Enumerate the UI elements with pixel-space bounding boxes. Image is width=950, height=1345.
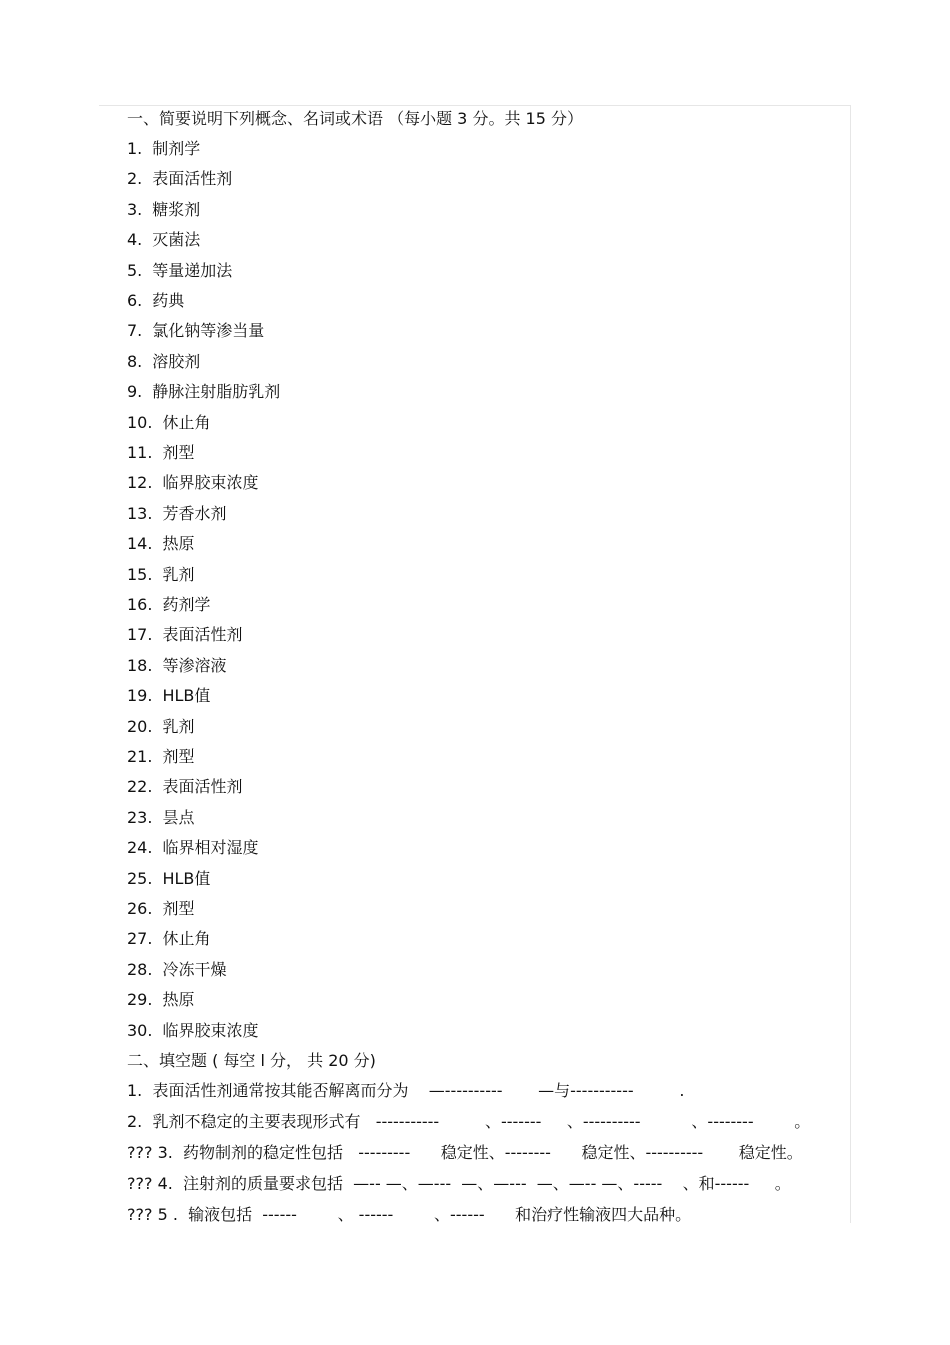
item-term: 静脉注射脂肪乳剂 (152, 382, 281, 402)
term-list-item (127, 928, 210, 950)
item-number: 11. (127, 443, 153, 462)
term-list-item (127, 624, 242, 646)
section-2-heading: 二、填空题 ( 每空 l 分， 共 20 分) (127, 1051, 376, 1070)
item-term: 乳剂 (162, 564, 195, 584)
term-list-item (127, 868, 210, 890)
term-list-item (127, 168, 232, 190)
item-term: 灭菌法 (152, 230, 201, 250)
item-number: 23. (127, 807, 153, 827)
item-term: 乳剂 (162, 716, 195, 736)
item-number: 18. (127, 655, 153, 675)
item-term: 临界相对湿度 (162, 838, 259, 858)
item-term: 表面活性剂 (162, 777, 243, 797)
item-number: 14. (127, 534, 153, 554)
item-number: 29. (127, 990, 153, 1010)
item-number: 27. (127, 929, 153, 949)
item-term: HLB值 (162, 868, 211, 888)
section-1-heading: 一、简要说明下列概念、名词或术语 （每小题 3 分。共 15 分） (127, 109, 583, 128)
item-term: 临界胶束浓度 (162, 473, 259, 493)
term-list-item (127, 716, 194, 738)
item-term: 等渗溶液 (162, 655, 227, 675)
item-number: 25. (127, 868, 153, 888)
term-list-item (127, 199, 200, 221)
item-number: 15. (127, 564, 153, 584)
item-number: 21. (127, 747, 153, 766)
item-term: 临界胶束浓度 (162, 1020, 259, 1040)
item-number: 10. (127, 412, 153, 432)
term-list-item (127, 351, 200, 373)
term-list-item (127, 959, 226, 981)
item-term: 药典 (152, 291, 185, 310)
item-term: 等量递加法 (152, 260, 233, 280)
item-term: 氯化钠等渗当量 (152, 321, 265, 341)
term-list-item (127, 837, 258, 859)
item-number: 24. (127, 838, 153, 858)
term-list-item (127, 807, 194, 829)
item-term: 剂型 (162, 747, 195, 766)
item-term: 冷冻干燥 (162, 959, 227, 979)
item-term: 昙点 (162, 807, 195, 827)
fill-blank-question: ??? 5 . 输液包括 ------ 、 ------ 、------ 和治疗性输液四大品种。 (127, 1205, 692, 1224)
item-number: 9. (127, 382, 143, 402)
term-list-item (127, 138, 200, 160)
term-list-item (127, 229, 200, 251)
item-number: 2. (127, 169, 143, 189)
item-number: 22. (127, 777, 153, 797)
item-number: 6. (127, 291, 143, 310)
item-term: 芳香水剂 (162, 503, 227, 523)
item-number: 13. (127, 503, 153, 523)
term-list-item (127, 989, 194, 1011)
item-number: 28. (127, 959, 153, 979)
item-number: 17. (127, 625, 153, 645)
item-term: 剂型 (162, 443, 195, 462)
item-term: 糖浆剂 (152, 199, 201, 219)
item-term: 剂型 (162, 899, 195, 918)
item-number: 5. (127, 260, 143, 280)
item-term: 表面活性剂 (162, 625, 243, 645)
item-term: 休止角 (162, 929, 211, 949)
item-term: 溶胶剂 (152, 351, 201, 371)
item-term: 表面活性剂 (152, 169, 233, 189)
item-number: 3. (127, 199, 143, 219)
fill-blank-question: 1. 表面活性剂通常按其能否解离而分为 —---------- —与----------- . (127, 1081, 685, 1100)
term-list-item (127, 594, 210, 616)
term-list-item (127, 320, 264, 342)
fill-blank-question: ??? 3. 药物制剂的稳定性包括 --------- 稳定性、-------- 稳定性、---------- 稳定性。 (127, 1143, 803, 1162)
term-list-item (127, 776, 242, 798)
term-list-item (127, 381, 280, 403)
term-list-item (127, 564, 194, 586)
item-number: 20. (127, 716, 153, 736)
item-number: 1. (127, 139, 143, 158)
term-list-item (127, 290, 184, 312)
fill-blank-question: 2. 乳剂不稳定的主要表现形式有 ----------- 、------- 、---------- 、-------- 。 (127, 1112, 811, 1131)
item-term: HLB值 (162, 686, 211, 706)
item-term: 休止角 (162, 412, 211, 432)
term-list-item (127, 746, 194, 768)
term-list-item (127, 898, 194, 920)
item-term: 热原 (162, 534, 195, 554)
term-list-item (127, 412, 210, 434)
item-number: 26. (127, 899, 153, 918)
term-list-item (127, 533, 194, 555)
term-list-item (127, 1020, 258, 1042)
term-list-item (127, 655, 226, 677)
fill-blank-question: ??? 4. 注射剂的质量要求包括 —-- —、—--- —、—--- —、—-- —、----- 、和------ 。 (127, 1174, 791, 1193)
item-number: 7. (127, 321, 143, 341)
term-list-item (127, 503, 226, 525)
item-term: 药剂学 (162, 595, 211, 614)
item-number: 16. (127, 595, 153, 614)
item-number: 19. (127, 686, 153, 706)
item-number: 4. (127, 230, 143, 250)
item-term: 制剂学 (152, 139, 201, 158)
item-number: 30. (127, 1020, 153, 1040)
item-term: 热原 (162, 990, 195, 1010)
term-list-item (127, 260, 232, 282)
term-list-item (127, 472, 258, 494)
item-number: 8. (127, 351, 143, 371)
term-list-item (127, 685, 210, 707)
term-list-item (127, 442, 194, 464)
item-number: 12. (127, 473, 153, 493)
